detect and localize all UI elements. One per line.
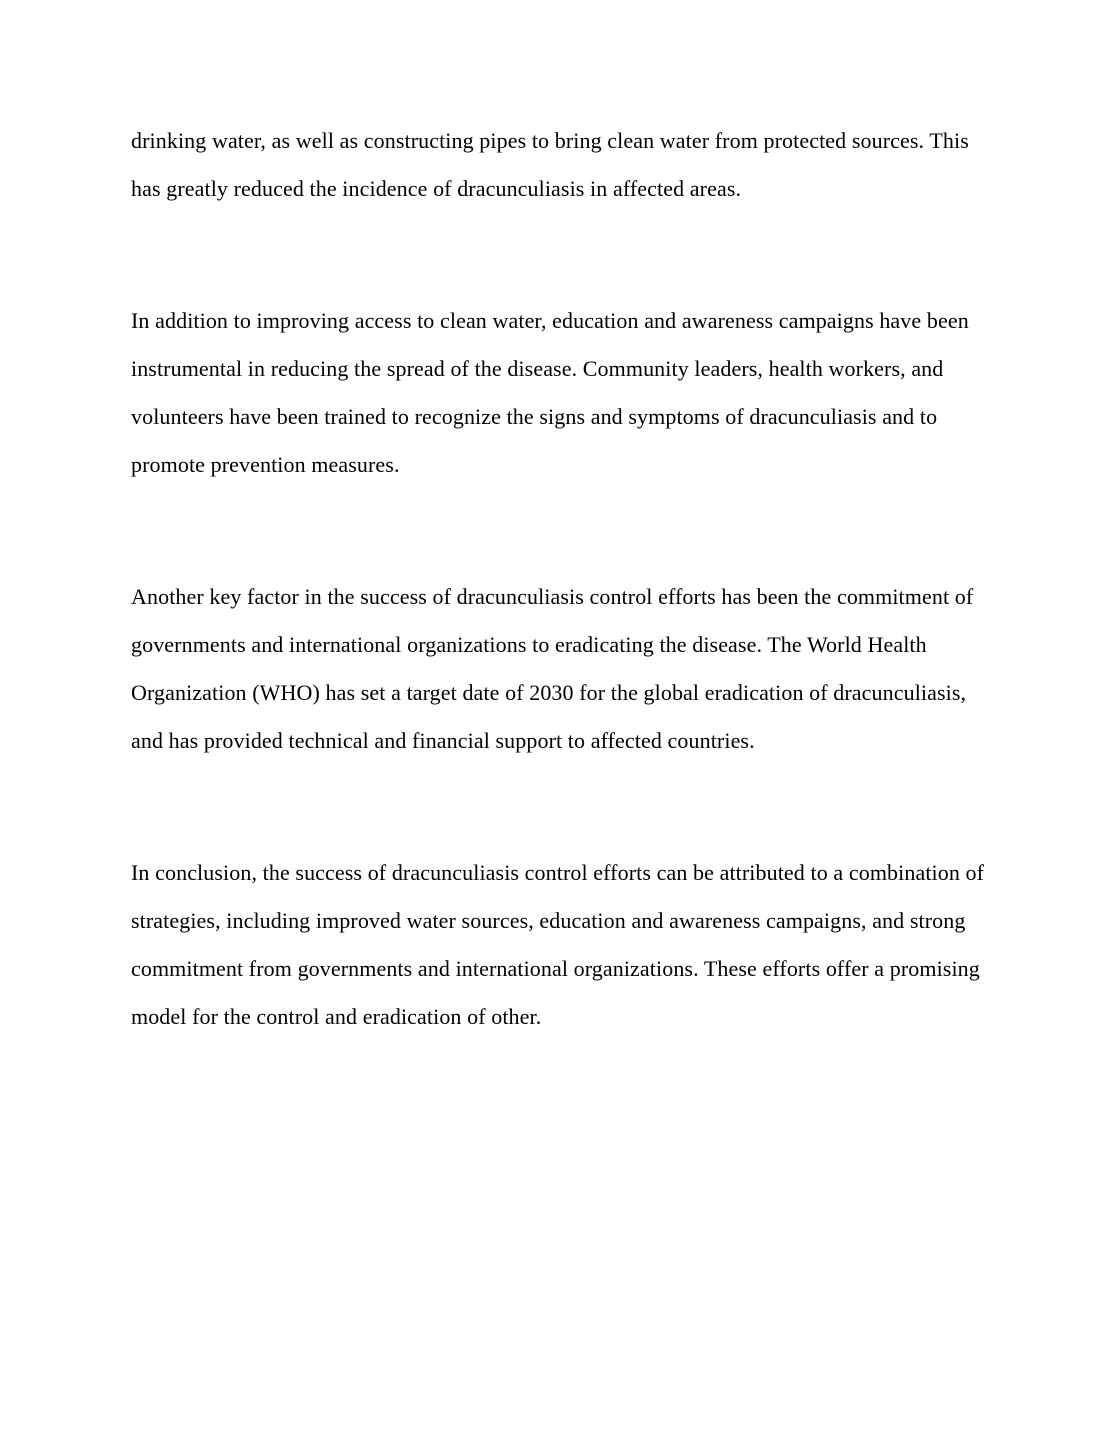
text-line: and has provided technical and financial support to affected countries. (131, 728, 755, 753)
document-body (131, 117, 985, 1041)
text-line: volunteers have been trained to recognize the signs and symptoms of dracunculiasis and to (131, 404, 938, 429)
text-line: Another key factor in the success of dracunculiasis control efforts has been the commitment of (131, 584, 974, 609)
text-line: In addition to improving access to clean water, education and awareness campaigns have been (131, 308, 969, 333)
text-line: governments and international organizations to eradicating the disease. The World Health (131, 632, 927, 657)
text-line: model for the control and eradication of other. (131, 1004, 542, 1029)
text-line: commitment from governments and international organizations. These efforts offer a promising (131, 956, 980, 981)
text-line: In conclusion, the success of dracunculiasis control efforts can be attributed to a combination of (131, 860, 985, 885)
text-line: has greatly reduced the incidence of dracunculiasis in affected areas. (131, 176, 742, 201)
paragraph (131, 849, 985, 1041)
paragraph (131, 297, 975, 489)
paragraph (131, 573, 975, 765)
text-line: instrumental in reducing the spread of the disease. Community leaders, health workers, and (131, 356, 944, 381)
text-line: drinking water, as well as constructing pipes to bring clean water from protected sources. This (131, 128, 969, 153)
paragraph (131, 117, 975, 213)
text-line: promote prevention measures. (131, 452, 400, 477)
text-line: Organization (WHO) has set a target date of 2030 for the global eradication of dracunculiasis, (131, 680, 967, 705)
text-line: strategies, including improved water sources, education and awareness campaigns, and strong (131, 908, 966, 933)
